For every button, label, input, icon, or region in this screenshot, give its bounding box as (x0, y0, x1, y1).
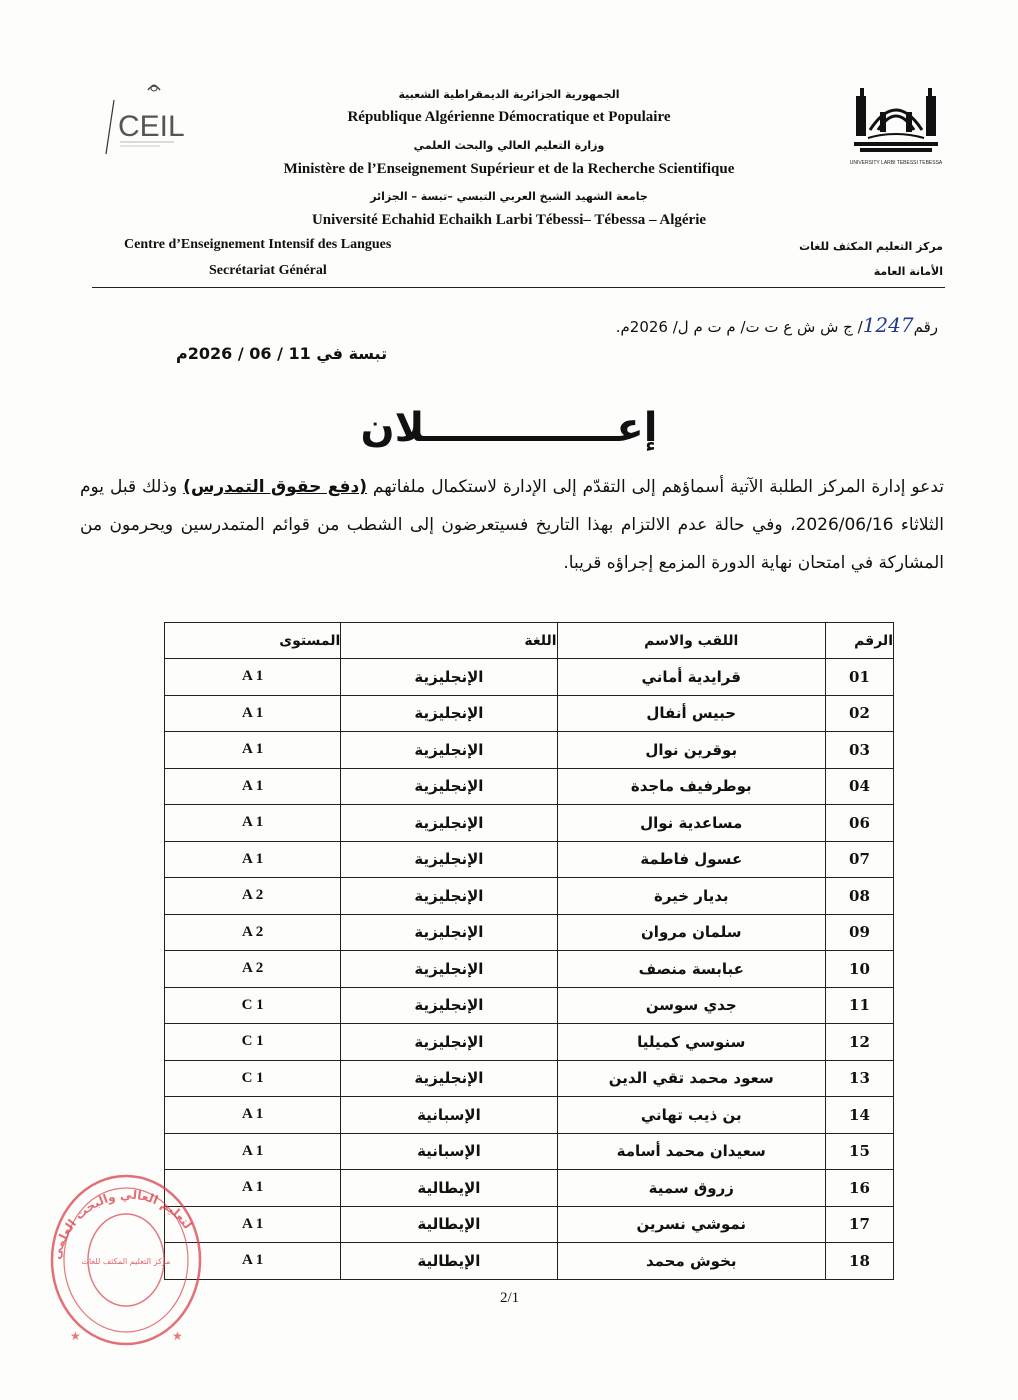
reference-suffix: / ج ش ش ع ت ت/ م ت م ل/ 2026م. (615, 318, 863, 336)
row-level: A 1 (165, 1170, 341, 1207)
announcement-body (80, 468, 944, 582)
row-language: الإنجليزية (341, 768, 557, 805)
svg-text:UNIVERSITY LARBI TEBESSI TEBES: UNIVERSITY LARBI TEBESSI TEBESSA (850, 160, 942, 166)
row-number: 08 (825, 878, 893, 915)
row-number: 04 (825, 768, 893, 805)
row-level: A 1 (165, 1097, 341, 1134)
row-level: A 1 (165, 805, 341, 842)
row-number: 02 (825, 695, 893, 732)
row-name: بخوش محمد (557, 1243, 825, 1280)
row-language: الإنجليزية (341, 987, 557, 1024)
header-name: اللقب والاسم (557, 623, 825, 659)
row-name: سعيدان محمد أسامة (557, 1133, 825, 1170)
row-level: C 1 (165, 987, 341, 1024)
reference-prefix: رقم (913, 318, 938, 336)
table-row (165, 1206, 894, 1243)
row-name: قرايدية أماني (557, 659, 825, 696)
header-divider (92, 287, 945, 288)
row-language: الإنجليزية (341, 805, 557, 842)
row-level: A 1 (165, 1133, 341, 1170)
row-language: الإيطالية (341, 1243, 557, 1280)
row-name: سعود محمد تقي الدين (557, 1060, 825, 1097)
row-language: الإنجليزية (341, 951, 557, 988)
svg-text:وزارة التعليم العالي والبحث ال: لتعليم العالي والبحث العلمي (49, 1187, 195, 1261)
svg-text:★: ★ (172, 1329, 183, 1343)
header-level: المستوى (165, 623, 341, 659)
header-arabic-republic: الجمهورية الجزائرية الديمقراطية الشعبية (398, 88, 620, 101)
row-level: C 1 (165, 1060, 341, 1097)
row-language: الإنجليزية (341, 732, 557, 769)
row-language: الإنجليزية (341, 1024, 557, 1061)
header-french-secretariat: Secrétariat Général (209, 263, 327, 278)
row-name: بن ذيب تهاني (557, 1097, 825, 1134)
row-level: A 1 (165, 1206, 341, 1243)
row-number: 15 (825, 1133, 893, 1170)
row-number: 10 (825, 951, 893, 988)
row-name: نموشي نسرين (557, 1206, 825, 1243)
row-level: A 2 (165, 914, 341, 951)
table-row (165, 768, 894, 805)
row-level: A 1 (165, 732, 341, 769)
table-row (165, 914, 894, 951)
row-number: 07 (825, 841, 893, 878)
header-arabic-secretariat: الأمانة العامة (873, 265, 943, 278)
table-row (165, 1024, 894, 1061)
body-part-2: وذلك قبل يوم الثلاثاء 2026/06/16، وفي حالة عدم الالتزام بهذا التاريخ فسيتعرضون إلى الشطب من قوائم المتمدرسين ويحرمون من المشاركة في امتحان نهاية الدورة المزمع إجراؤه قريبا. (80, 477, 944, 573)
row-language: الإيطالية (341, 1170, 557, 1207)
header-arabic-ministry: وزارة التعليم العالي والبحث العلمي (413, 139, 605, 152)
row-name: بوقرين نوال (557, 732, 825, 769)
header-french-center: Centre d’Enseignement Intensif des Langues (124, 237, 392, 252)
row-language: الإنجليزية (341, 841, 557, 878)
body-part-1: تدعو إدارة المركز الطلبة الآتية أسماؤهم إلى التقدّم إلى الإدارة لاستكمال ملفاتهم (366, 477, 944, 497)
table-row (165, 659, 894, 696)
svg-text:CEIL: CEIL (118, 110, 185, 143)
row-language: الإنجليزية (341, 878, 557, 915)
row-language: الإسبانية (341, 1097, 557, 1134)
reference-line (616, 313, 938, 337)
table-row (165, 878, 894, 915)
official-stamp (36, 1160, 204, 1350)
table-row (165, 1170, 894, 1207)
body-highlight: (دفع حقوق التمدرس) (183, 477, 367, 497)
row-level: A 1 (165, 841, 341, 878)
row-number: 13 (825, 1060, 893, 1097)
header-language: اللغة (341, 623, 557, 659)
header-french-ministry: Ministère de l’Enseignement Supérieur et de la Recherche Scientifique (283, 161, 735, 177)
row-level: C 1 (165, 1024, 341, 1061)
row-name: حبيس أنفال (557, 695, 825, 732)
table-row (165, 1097, 894, 1134)
svg-text:★: ★ (70, 1329, 81, 1343)
row-number: 16 (825, 1170, 893, 1207)
table-row (165, 951, 894, 988)
table-row (165, 695, 894, 732)
table-header-row (165, 623, 894, 659)
row-name: جدي سوسن (557, 987, 825, 1024)
header-arabic-center: مركز التعليم المكثف للغات (799, 240, 943, 253)
announcement-title: إعــــــــــــــلان (360, 405, 658, 451)
row-level: A 1 (165, 659, 341, 696)
row-name: بديار خيرة (557, 878, 825, 915)
row-name: عسول فاطمة (557, 841, 825, 878)
row-language: الإنجليزية (341, 914, 557, 951)
row-number: 01 (825, 659, 893, 696)
row-language: الإيطالية (341, 1206, 557, 1243)
row-number: 12 (825, 1024, 893, 1061)
table-row (165, 987, 894, 1024)
table-row (165, 1060, 894, 1097)
row-number: 06 (825, 805, 893, 842)
header-number: الرقم (825, 623, 893, 659)
row-number: 11 (825, 987, 893, 1024)
table-body (165, 659, 894, 1280)
table-row (165, 841, 894, 878)
row-level: A 2 (165, 951, 341, 988)
table-row (165, 805, 894, 842)
row-name: عبابسة منصف (557, 951, 825, 988)
row-language: الإسبانية (341, 1133, 557, 1170)
table-row (165, 732, 894, 769)
students-table (164, 622, 894, 1280)
row-number: 17 (825, 1206, 893, 1243)
header-french-university: Université Echahid Echaikh Larbi Tébessi– Tébessa – Algérie (311, 212, 707, 228)
row-name: سلمان مروان (557, 914, 825, 951)
row-level: A 1 (165, 1243, 341, 1280)
row-name: مساعدية نوال (557, 805, 825, 842)
row-level: A 1 (165, 768, 341, 805)
row-number: 18 (825, 1243, 893, 1280)
row-number: 14 (825, 1097, 893, 1134)
svg-text:مركز التعليم المكثف للغات: مركز التعليم المكثف للغات (81, 1257, 171, 1266)
row-language: الإنجليزية (341, 659, 557, 696)
header-arabic-university: جامعة الشهيد الشيخ العربي التبسي –تبسة – الجزائر (370, 190, 648, 203)
row-number: 09 (825, 914, 893, 951)
table-row (165, 1243, 894, 1280)
reference-number: 1247 (862, 313, 914, 337)
row-number: 03 (825, 732, 893, 769)
row-language: الإنجليزية (341, 695, 557, 732)
row-name: زروق سمية (557, 1170, 825, 1207)
header-french-republic: République Algérienne Démocratique et Populaire (347, 109, 671, 125)
table-row (165, 1133, 894, 1170)
row-name: سنوسي كميليا (557, 1024, 825, 1061)
row-level: A 1 (165, 695, 341, 732)
row-level: A 2 (165, 878, 341, 915)
row-language: الإنجليزية (341, 1060, 557, 1097)
page-number: 2/1 (500, 1290, 520, 1306)
place-date: تبسة في 11 / 06 / 2026م (176, 344, 388, 363)
row-name: بوطرفيف ماجدة (557, 768, 825, 805)
